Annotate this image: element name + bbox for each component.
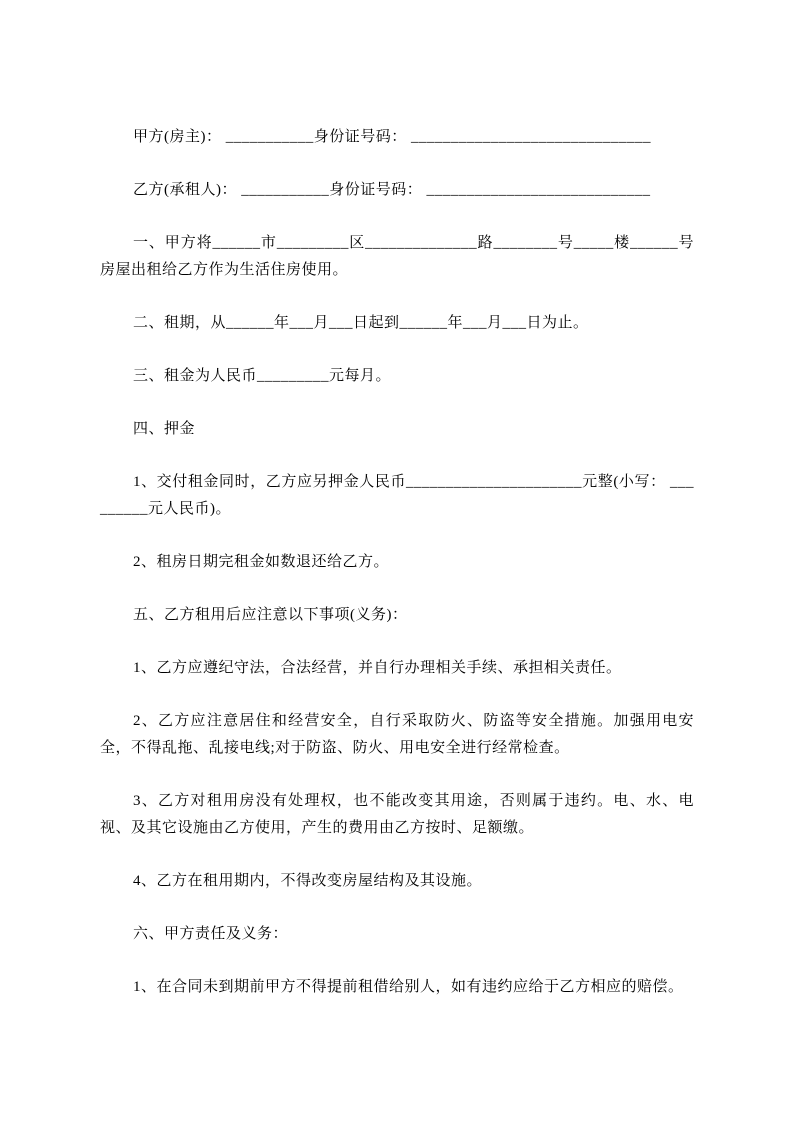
clause-2-term: 二、租期，从______年___月___日起到______年___月___日为止。 [133, 315, 589, 331]
clause-5-item-1: 1、乙方应遵纪守法，合法经营，并自行办理相关手续、承担相关责任。 [133, 660, 622, 676]
clause-4-deposit-heading: 四、押金 [133, 421, 196, 437]
party-a-line: 甲方(房主)： ___________身份证号码： ______________________________ [133, 129, 651, 145]
party-b-line: 乙方(承租人)： ___________身份证号码： ____________________________ [133, 182, 651, 198]
clause-4-item-1: 1、交付租金同时，乙方应另押金人民币______________________元整(小写： _________元人民币)。 [100, 474, 694, 517]
clause-5-item-4: 4、乙方在租用期内，不得改变房屋结构及其设施。 [133, 873, 483, 889]
clause-4-item-2: 2、租房日期完租金如数退还给乙方。 [133, 554, 390, 570]
clause-5-heading: 五、乙方租用后应注意以下事项(义务)： [133, 607, 408, 623]
clause-5-item-2: 2、乙方应注意居住和经营安全，自行采取防火、防盗等安全措施。加强用电安全，不得乱拖、乱接电线;对于防盗、防火、用电安全进行经常检查。 [100, 713, 694, 756]
clause-5-item-3: 3、乙方对租用房没有处理权，也不能改变其用途，否则属于违约。电、水、电视、及其它设施由乙方使用，产生的费用由乙方按时、足额缴。 [100, 793, 694, 836]
clause-6-item-1: 1、在合同未到期前甲方不得提前租借给别人，如有违约应给于乙方相应的赔偿。 [133, 979, 684, 995]
contract-body [100, 124, 694, 1001]
clause-6-heading: 六、甲方责任及义务： [133, 926, 289, 942]
clause-3-rent: 三、租金为人民币_________元每月。 [133, 368, 392, 384]
clause-1-address: 一、甲方将______市_________区______________路________号_____楼______号房屋出租给乙方作为生活住房使用。 [100, 235, 694, 278]
